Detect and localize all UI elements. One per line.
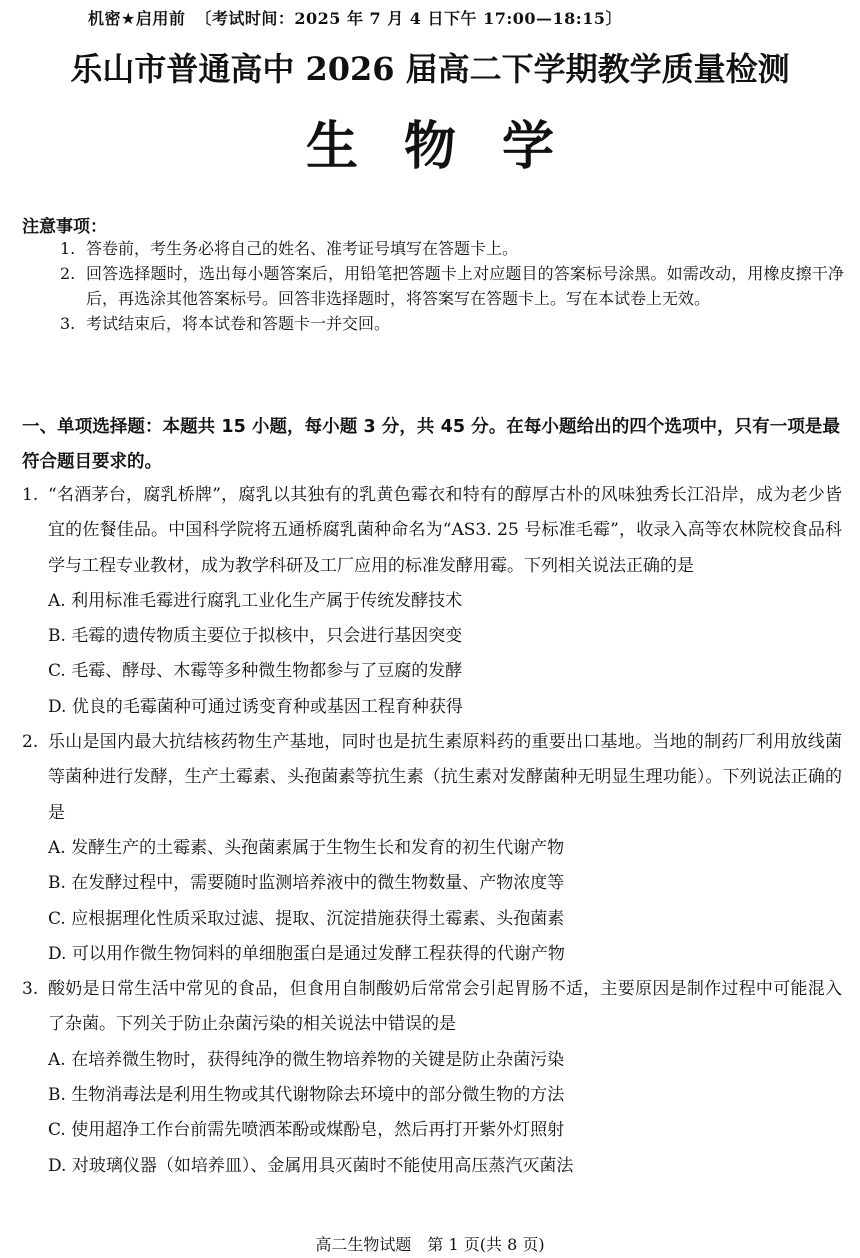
question-text: “名酒茅台，腐乳桥牌”，腐乳以其独有的乳黄色霉衣和特有的醇厚古朴的风味独秀长江沿岸，成为老少皆宜的佐餐佳品。中国科学院将五通桥腐乳菌种命名为“AS3. 25 号标准毛霉”，收录入高等农林院校食品科学与工程专业教材，成为教学科研及工厂应用的标准发酵用霉。下列相关说法正确的是 [48, 485, 842, 576]
question-stem [22, 478, 842, 584]
question-stem [22, 725, 842, 831]
note-text: 回答选择题时，选出每小题答案后，用铅笔把答题卡上对应题目的答案标号涂黑。如需改动，用橡皮擦干净后，再选涂其他答案标号。回答非选择题时，将答案写在答题卡上。写在本试卷上无效。 [86, 264, 844, 308]
exam-time: 〔考试时间：2025 年 7 月 4 日下午 17:00—18:15〕 [195, 9, 622, 28]
option-d: D. 对玻璃仪器（如培养皿）、金属用具灭菌时不能使用高压蒸汽灭菌法 [48, 1155, 574, 1176]
header-line [88, 6, 622, 29]
note-number: 3. [60, 314, 76, 333]
notes-heading: 注意事项： [22, 217, 107, 237]
option-b: B. 在发酵过程中，需要随时监测培养液中的微生物数量、产物浓度等 [48, 873, 565, 894]
question-text: 酸奶是日常生活中常见的食品，但食用自制酸奶后常常会引起胃肠不适，主要原因是制作过程中可能混入了杂菌。下列关于防止杂菌污染的相关说法中错误的是 [48, 979, 842, 1035]
question-number: 1. [22, 485, 39, 505]
option-d: D. 可以用作微生物饲料的单细胞蛋白是通过发酵工程获得的代谢产物 [48, 943, 565, 964]
confidential-label: 机密★启用前 [88, 9, 186, 28]
question-number: 3. [22, 979, 39, 1000]
note-item [60, 261, 844, 311]
option-a: A. 利用标准毛霉进行腐乳工业化生产属于传统发酵技术 [48, 590, 463, 611]
question-stem [22, 972, 842, 1043]
page-footer: 高二生物试题 第 1 页(共 8 页) [315, 1235, 545, 1254]
section-heading: 一、单项选择题：本题共 15 小题，每小题 3 分，共 45 分。在每小题给出的四个选项中，只有一项是最符合题目要求的。 [22, 417, 840, 472]
option-c: C. 应根据理化性质采取过滤、提取、沉淀措施获得土霉素、头孢菌素 [48, 908, 565, 929]
question [22, 478, 842, 725]
note-number: 1. [60, 239, 76, 258]
option-a: A. 在培养微生物时，获得纯净的微生物培养物的关键是防止杂菌污染 [48, 1049, 565, 1070]
question [22, 972, 842, 1184]
note-item [60, 236, 844, 261]
option-c: C. 毛霉、酵母、木霉等多种微生物都参与了豆腐的发酵 [48, 661, 463, 682]
notes-list [60, 236, 844, 336]
option-d: D. 优良的毛霉菌种可通过诱变育种或基因工程育种获得 [48, 696, 463, 717]
option-b: B. 生物消毒法是利用生物或其代谢物除去环境中的部分微生物的方法 [48, 1085, 565, 1106]
option-c: C. 使用超净工作台前需先喷洒苯酚或煤酚皂，然后再打开紫外灯照射 [48, 1120, 565, 1141]
note-text: 考试结束后，将本试卷和答题卡一并交回。 [86, 314, 391, 333]
question [22, 725, 842, 972]
subject-title: 生物学 [305, 116, 600, 177]
note-text: 答卷前，考生务必将自己的姓名、准考证号填写在答题卡上。 [86, 239, 519, 258]
option-a: A. 发酵生产的土霉素、头孢菌素属于生物生长和发育的初生代谢产物 [48, 837, 565, 858]
question-text: 乐山是国内最大抗结核药物生产基地，同时也是抗生素原料药的重要出口基地。当地的制药厂利用放线菌等菌种进行发酵，生产土霉素、头孢菌素等抗生素（抗生素对发酵菌种无明显生理功能）。下列说法正确的是 [48, 732, 842, 823]
note-item [60, 311, 844, 336]
exam-title: 乐山市普通高中 2026 届高二下学期教学质量检测 [70, 50, 790, 88]
question-list [22, 478, 842, 1184]
option-b: B. 毛霉的遗传物质主要位于拟核中，只会进行基因突变 [48, 626, 463, 647]
note-number: 2. [60, 264, 76, 283]
question-number: 2. [22, 732, 39, 753]
